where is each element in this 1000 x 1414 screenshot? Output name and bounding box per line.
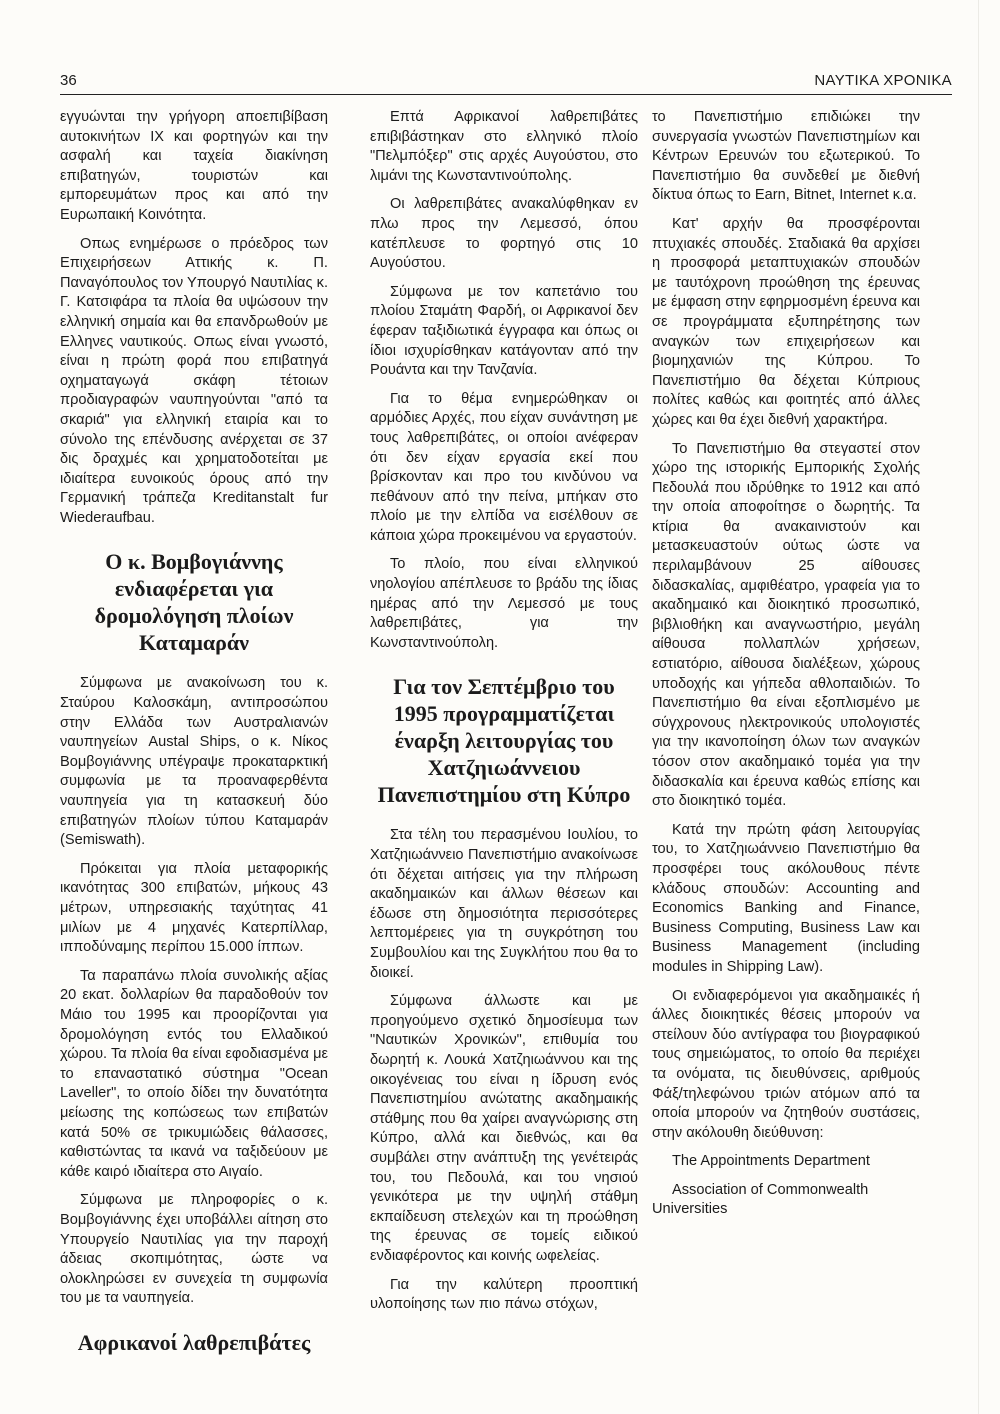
paragraph: εγγυώνται την γρήγορη αποεπιβίβαση αυτοκινήτων ΙΧ και φορτηγών και την ασφαλή και ταχεία διακίνηση επιβατηγών, τουριστών και εμπορευμάτων προς και από την Ευρωπαική Κοινότητα.	[60, 109, 328, 223]
paragraph: Στα τέλη του περασμένου Ιουλίου, το Χατζηιωάννειο Πανεπιστήμιο ανακοίνωσε ότι δέχεται αιτήσεις για την πλήρωση ακαδημαικών και άλλων θέσεων και έδωσε στη δημοσιότητα περισσότερες λεπτομέρειες για τη συγκρότηση του Συμβουλίου και της Συγκλήτου που θα το διοικεί.	[370, 827, 638, 981]
article-heading: Για τον Σεπτέμβριο του 1995 προγραμματίζεται έναρξη λειτουργίας του Χατζηιωάννειου Πανεπιστημίου στη Κύπρο	[377, 674, 631, 808]
article-heading: Αφρικανοί λαθρεπιβάτες	[77, 1329, 311, 1355]
address-line: Association of Commonwealth Universities	[652, 1181, 869, 1218]
paragraph: Σύμφωνα με τον καπετάνιο του πλοίου Σταμάτη Φαρδή, οι Αφρικανοί δεν έφεραν ταξιδιωτικά έγγραφα και όπως οι ίδιοι ισχυρίσθηκαν κατάγονταν από την Ρουάντα και την Τανζανία.	[370, 283, 638, 379]
running-header	[60, 70, 952, 94]
article-heading: Ο κ. Βομβογιάννης ενδιαφέρεται για δρομολόγηση πλοίων Καταμαράν	[94, 549, 294, 656]
paragraph: Τα παραπάνω πλοία συνολικής αξίας 20 εκατ. δολλαρίων θα παραδοθούν τον Μάιο του 1995 και προορίζονται για δρομολόγηση εντός του Ελλαδικού χώρου. Τα πλοία θα είναι εφοδιασμένα με το επαναστατικό σύστημα "Ocean Laveller", το οποίο δίδει την δυνατότητα μείωσης της κοπώσεως των επιβατών κατά 50% σε τρικυμιώδεις θάλασσες, καθιστώντας τα ικανά να ταξιδεύουν με κάθε καιρό ιδιαίτερα στο Αιγαίο.	[60, 967, 328, 1180]
paragraph: το Πανεπιστήμιο επιδιώκει την συνεργασία γνωστών Πανεπιστημίων και Κέντρων Ερευνών του εξωτερικού. Το Πανεπιστήμιο θα συνδεθεί με διεθνή δίκτυα όπως το Earn, Bitnet, Internet κ.α.	[652, 109, 920, 204]
paragraph: Για την καλύτερη προοπτική υλοποίησης των πιο πάνω στόχων,	[370, 1276, 638, 1313]
column-2	[370, 108, 638, 1324]
paragraph: Σύμφωνα με πληροφορίες ο κ. Βομβογιάννης έχει υποβάλλει αίτηση στο Υπουργείο Ναυτιλίας για την παροχή άδειας σκοπιμότητας, ώστε να ολοκληρώσει εν συνεχεία τη συμφωνία του με τα ναυπηγεία.	[60, 1192, 328, 1307]
header-rule	[60, 94, 952, 95]
paragraph: Οπως ενημέρωσε ο πρόεδρος των Επιχειρήσεων Αττικής κ. Π. Παναγόπουλος τον Υπουργό Ναυτιλίας κ. Γ. Κατσιφάρα τα πλοία θα υψώσουν την ελληνική σημαία και θα επανδρωθούν με Ελληνες ναυτικούς. Οπως είναι γνωστό, είναι η πρώτη φορά που επιβατηγά οχηματαγωγά σκάφη τέτοιων προδιαγραφών ναυπηγούνται "από τα σκαριά" για ελληνική εταιρία και το σύνολο της επένδυσης ανέρχεται σε 37 δις δραχμές και χρηματοδοτείται με ιδιαίτερα ευνοικούς όρους από την Γερμανική τράπεζα Kreditanstalt fur Wiederaufbau.	[60, 235, 328, 526]
paragraph: Πρόκειται για πλοία μεταφορικής ικανότητας 300 επιβατών, μήκους 43 μέτρων, υπηρεσιακής ταχύτητας 41 μιλίων με 4 μηχανές Κατερπίλλαρ, ιπποδύναμης περίπου 15.000 ίππων.	[60, 860, 328, 956]
paragraph: Για το θέμα ενημερώθηκαν οι αρμόδιες Αρχές, που είχαν συνάντηση με τους λαθρεπιβάτες, οι οποίοι ανέφεραν ότι δεν είχαν εργασία εκεί που βρίσκονταν και προ του κινδύνου να πεθάνουν από την πείνα, μπήκαν στο πλοίο με την ελπίδα να εισέλθουν σε κάποια χώρα προκειμένου να εργαστούν.	[370, 390, 638, 544]
paragraph: Κατ' αρχήν θα προσφέρονται πτυχιακές σπουδές. Σταδιακά θα αρχίσει η προσφορά μεταπτυχιακών σπουδών με ταυτόχρονη προώθηση της έρευνας με έμφαση στην εφηρμοσμένη έρευνα και σε προγράμματα εξυπηρέτησης των αναγκών των επιχειρήσεων και βιομηχανιών της Κύπρου. Το Πανεπιστήμιο θα δέχεται Κύπριους πολίτες καθώς και φοιτητές από άλλες χώρες και θα έχει διεθνή χαρακτήρα.	[652, 215, 920, 428]
page-edge-shadow	[978, 0, 979, 1414]
paragraph: Επτά Αφρικανοί λαθρεπιβάτες επιβιβάστηκαν στο ελληνικό πλοίο "Πελμπόξερ" στις αρχές Αυγούστου, στο λιμάνι της Κωνσταντινούπολης.	[370, 109, 638, 184]
paragraph: Σύμφωνα με ανακοίνωση του κ. Σταύρου Καλοσκάμη, αντιπροσώπου στην Ελλάδα των Αυστραλιανών ναυπηγείων Austal Ships, ο κ. Νίκος Βομβογιάννης υπέγραψε προκαταρκτική συμφωνία με τα προαναφερθέντα ναυπηγεία για τη κατασκευή δύο επιβατηγών πλοίων τύπου Καταμαράν (Semiswath).	[60, 675, 328, 849]
address-line: The Appointments Department	[672, 1153, 870, 1170]
column-3	[652, 108, 920, 1229]
paragraph: Κατά την πρώτη φάση λειτουργίας του, το Χατζηιωάννειο Πανεπιστήμιο θα προσφέρει τους ακόλουθους πέντε κλάδους σπουδών: Accounting and Economics Banking and Finance, Business Computing, Business Law και Business Management (including modules in Shipping Law).	[652, 821, 920, 975]
magazine-title: ΝΑΥΤΙΚΑ ΧΡΟΝΙΚΑ	[814, 72, 952, 89]
paragraph: Οι ενδιαφερόμενοι για ακαδημαικές ή άλλες διοικητικές θέσεις μπορούν να στείλουν δύο αντίγραφα του βιογραφικού τους σημειώματος, το οποίο θα περιέχει τα ονόματα, τις διευθύνσεις, αριθμούς Φάξ/τηλεφώνου τριών ατόμων από τα οποία μπορούν να ζητηθούν συστάσεις, στην ακόλουθη διεύθυνση:	[652, 987, 920, 1141]
paragraph: Το πλοίο, που είναι ελληνικού νηολογίου απέπλευσε το βράδυ της ίδιας ημέρας από την Λεμεσσό με τους λαθρεπιβάτες, για την Κωνσταντινούπολη.	[370, 556, 638, 651]
paragraph: Οι λαθρεπιβάτες ανακαλύφθηκαν εν πλω προς την Λεμεσσό, όπου κατέπλευσε το φορτηγό στις 10 Αυγούστου.	[370, 196, 638, 272]
paragraph: Σύμφωνα άλλωστε και με προηγούμενο σχετικό δημοσίευμα των "Ναυτικών Χρονικών", επιθυμία του δωρητή κ. Λουκά Χατζηιωάννου και της οικογένειας του είναι η ίδρυση ενός Πανεπιστημίου ανώτατης ακαδημαικής στάθμης που θα χαίρει αναγνώρισης στη Κύπρο, αλλά και διεθνώς, και θα συμβάλει στην ανάπτυξη της γενέτειράς του, του Πεδουλά, και του νησιού γενικότερα με την υψηλή στάθμη εκπαίδευση στελεχών και τη προώθηση της έρευνας σε τομείς ειδικού ενδιαφέροντος και κοινής ωφελείας.	[370, 993, 638, 1264]
page-number: 36	[60, 72, 77, 89]
paragraph: Το Πανεπιστήμιο θα στεγαστεί στον χώρο της ιστορικής Εμπορικής Σχολής Πεδουλά που ιδρύθηκε το 1912 και από την οποία αποφοίτησε ο δωρητής. Τα κτίρια θα ανακαινιστούν και μετασκευαστούν ούτως ώστε να περιλαμβάνουν 25 αίθουσες διδασκαλίας, αμφιθέατρο, γραφεία για το ακαδημαικό και διοικητικό προσωπικό, βιβλιοθήκη και αναγνωστήριο, μεγάλη αίθουσα πολλαπλών χρήσεων, εστιατόριο, αίθουσα διαλέξεων, χώρους υποδοχής και γήπεδα αθλοπαιδιών. Το Πανεπιστήμιο θα είναι εξοπλισμένο με σύγχρονους ηλεκτρονικούς υπολογιστές για την ικανοποίηση όλων των αναγκών τόσον στον ακαδημαικό τομέα για την διδασκαλία και έρευνα καθώς επίσης και στο διοικητικό τομέα.	[652, 440, 920, 810]
column-1	[60, 108, 328, 1374]
